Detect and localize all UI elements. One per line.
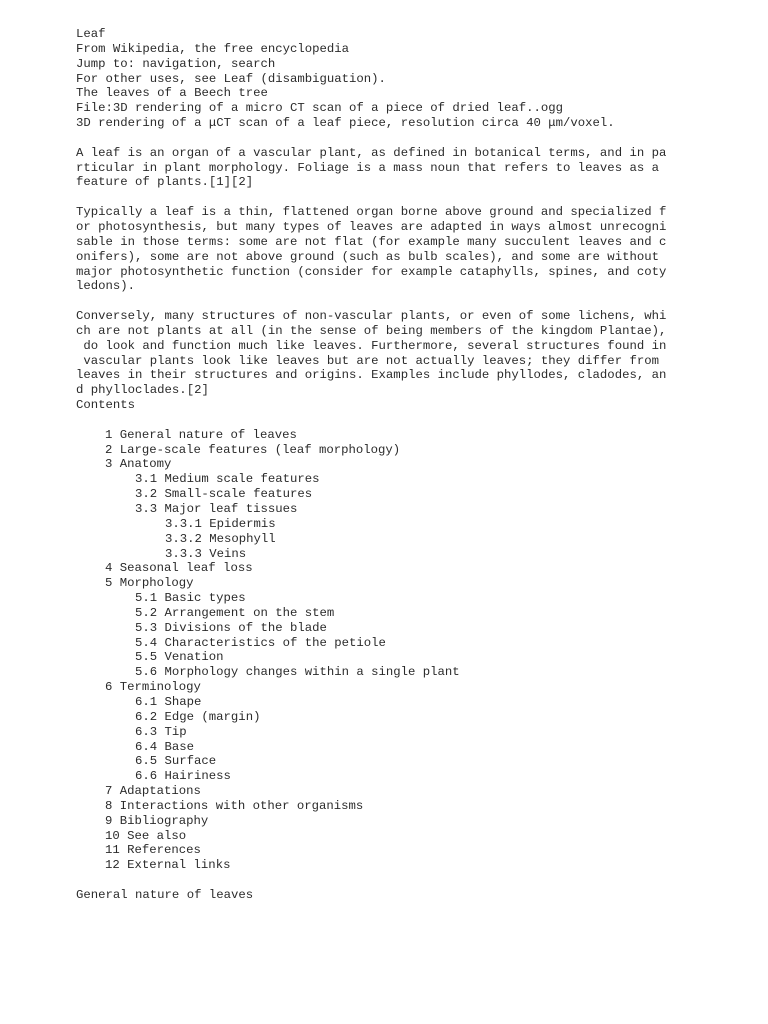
toc-item[interactable]: 5 Morphology (105, 576, 194, 591)
toc-item[interactable]: 1 General nature of leaves (105, 427, 297, 442)
text-line: Leaf (76, 27, 106, 41)
toc-item[interactable]: 12 External links (105, 858, 231, 873)
text-line: major photosynthetic function (consider for example cataphylls, spines, and coty (76, 264, 667, 279)
text-line: vascular plants look like leaves but are not actually leaves; they differ from (76, 353, 659, 368)
text-line: onifers), some are not above ground (such as bulb scales), and some are without (76, 249, 659, 264)
toc-item[interactable]: 5.3 Divisions of the blade (135, 620, 327, 635)
toc-item[interactable]: 6 Terminology (105, 680, 201, 695)
spacer (76, 131, 756, 146)
toc-item[interactable]: 3.3.2 Mesophyll (165, 531, 276, 546)
toc-item[interactable]: 3.2 Small-scale features (135, 487, 313, 502)
toc-item[interactable]: 6.2 Edge (margin) (135, 709, 261, 724)
text-line: File:3D rendering of a micro CT scan of a piece of dried leaf..ogg (76, 101, 564, 116)
spacer (76, 294, 756, 309)
toc-item[interactable]: 3.3.3 Veins (165, 546, 247, 561)
toc-item[interactable]: 9 Bibliography (105, 813, 209, 828)
toc-item[interactable]: 5.5 Venation (135, 650, 224, 665)
table-of-contents (76, 428, 756, 873)
text-line: From Wikipedia, the free encyclopedia (76, 41, 350, 56)
text-line: do look and function much like leaves. Furthermore, several structures found in (76, 338, 667, 353)
text-line: Conversely, many structures of non-vascular plants, or even of some lichens, whi (76, 309, 667, 324)
paragraph-intro (76, 146, 756, 191)
toc-item[interactable]: 5.4 Characteristics of the petiole (135, 635, 386, 650)
header-block (76, 27, 756, 131)
text-line: rticular in plant morphology. Foliage is a mass noun that refers to leaves as a (76, 160, 659, 175)
contents-heading: Contents (76, 398, 136, 413)
toc-item[interactable]: 7 Adaptations (105, 784, 201, 799)
toc-item[interactable]: 5.6 Morphology changes within a single plant (135, 665, 460, 680)
text-line: 3D rendering of a μCT scan of a leaf piece, resolution circa 40 μm/voxel. (76, 116, 615, 131)
section-heading: General nature of leaves (76, 887, 254, 902)
text-line: feature of plants.[1][2] (76, 175, 254, 190)
toc-item[interactable]: 8 Interactions with other organisms (105, 798, 364, 813)
toc-item[interactable]: 4 Seasonal leaf loss (105, 561, 253, 576)
text-line: d phylloclades.[2] (76, 383, 209, 398)
text-line: or photosynthesis, but many types of leaves are adapted in ways almost unrecogni (76, 219, 667, 234)
toc-item[interactable]: 10 See also (105, 828, 187, 843)
text-line: ledons). (76, 279, 136, 294)
text-line: Typically a leaf is a thin, flattened organ borne above ground and specialized f (76, 205, 667, 220)
text-line: For other uses, see Leaf (disambiguation). (76, 71, 386, 86)
toc-item[interactable]: 6.5 Surface (135, 754, 217, 769)
document-page (76, 27, 756, 903)
toc-item[interactable]: 3.3.1 Epidermis (165, 516, 276, 531)
toc-item[interactable]: 5.1 Basic types (135, 591, 246, 606)
toc-item[interactable]: 2 Large-scale features (leaf morphology) (105, 442, 401, 457)
toc-item[interactable]: 6.4 Base (135, 739, 195, 754)
toc-item[interactable]: 6.6 Hairiness (135, 769, 231, 784)
toc-item[interactable]: 6.3 Tip (135, 724, 187, 739)
toc-item[interactable]: 3 Anatomy (105, 457, 172, 472)
toc-item[interactable]: 6.1 Shape (135, 694, 202, 709)
text-line: A leaf is an organ of a vascular plant, as defined in botanical terms, and in pa (76, 145, 667, 160)
paragraph-typical (76, 205, 756, 294)
toc-item[interactable]: 11 References (105, 843, 201, 858)
text-line: Jump to: navigation, search (76, 56, 276, 71)
toc-item[interactable]: 3.1 Medium scale features (135, 472, 320, 487)
text-line: leaves in their structures and origins. Examples include phyllodes, cladodes, an (76, 368, 667, 383)
text-line: The leaves of a Beech tree (76, 86, 268, 101)
text-line: sable in those terms: some are not flat (for example many succulent leaves and c (76, 234, 667, 249)
spacer (76, 190, 756, 205)
toc-item[interactable]: 3.3 Major leaf tissues (135, 502, 298, 516)
text-line: ch are not plants at all (in the sense of being members of the kingdom Plantae), (76, 323, 667, 338)
spacer (76, 413, 756, 428)
paragraph-conversely (76, 309, 756, 398)
spacer (76, 873, 756, 888)
toc-item[interactable]: 5.2 Arrangement on the stem (135, 605, 335, 620)
